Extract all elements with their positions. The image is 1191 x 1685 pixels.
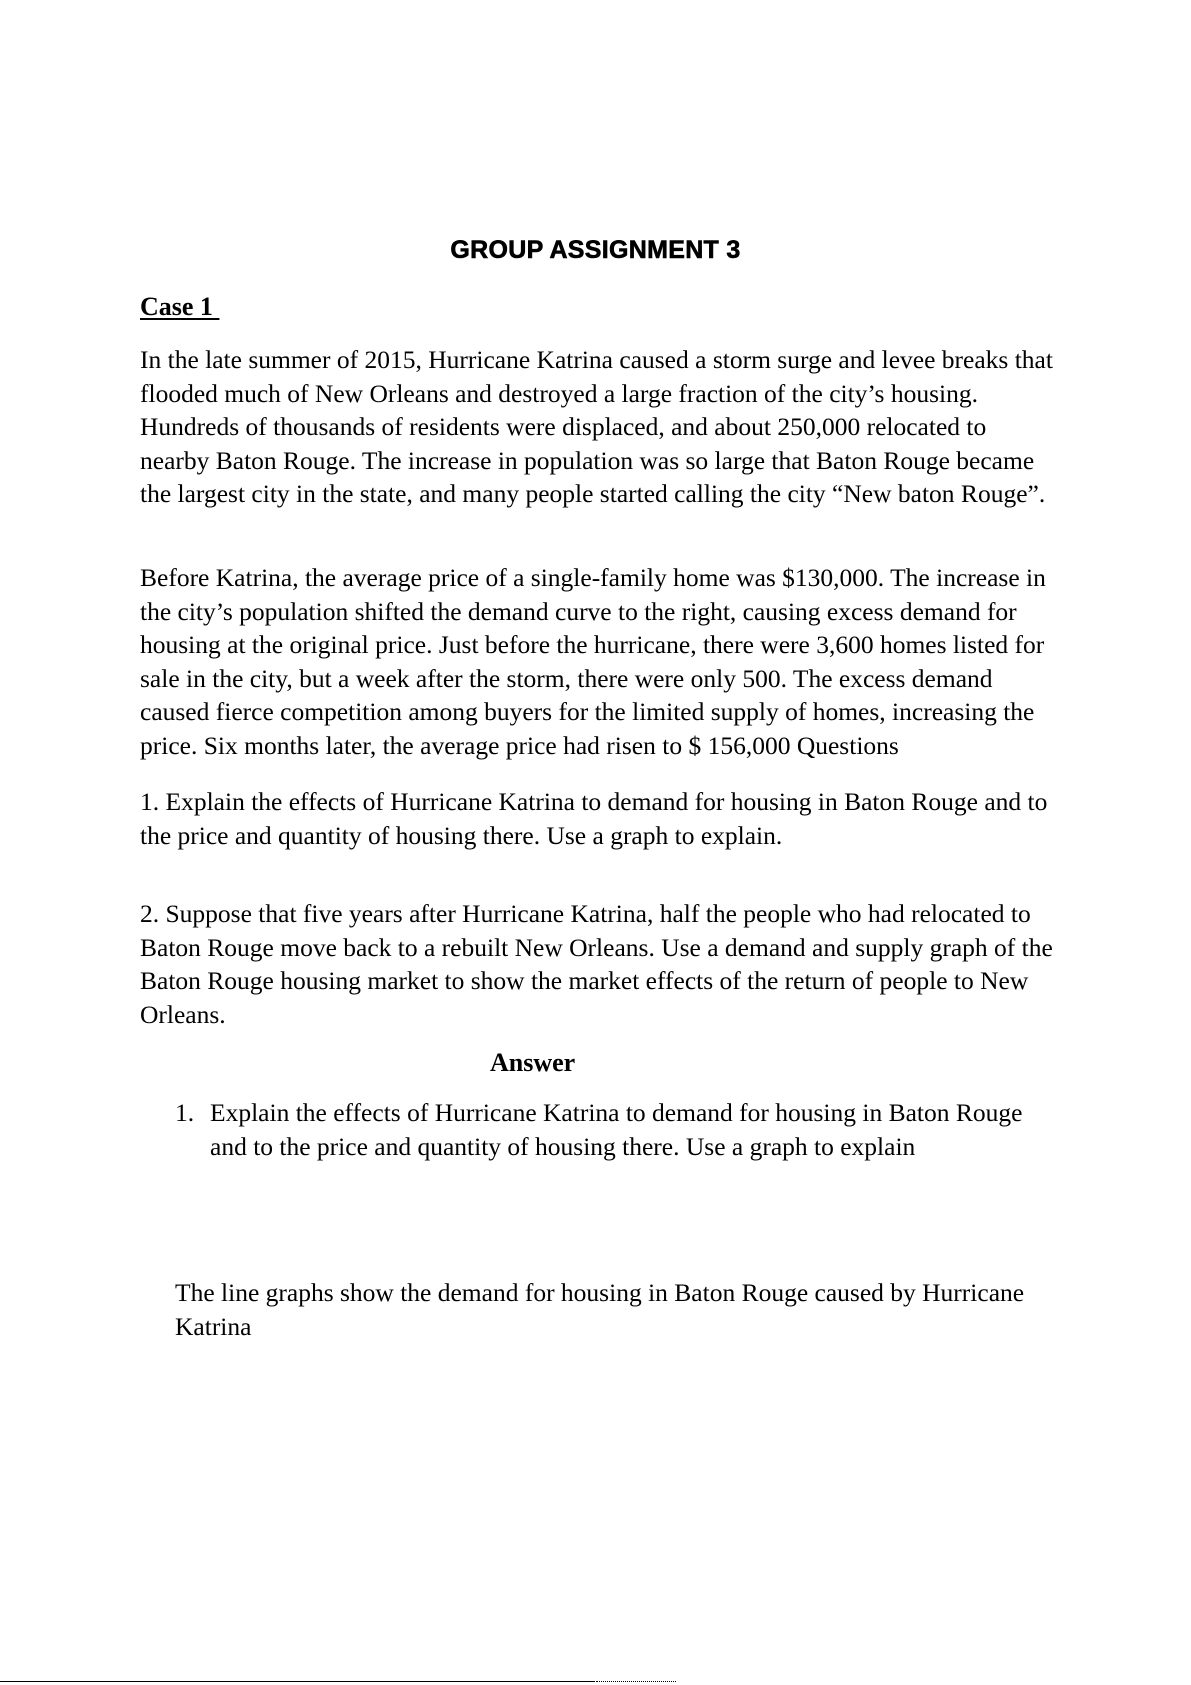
- answer-heading: Answer: [490, 1048, 576, 1077]
- case-heading: Case 1: [140, 292, 220, 321]
- page-title: GROUP ASSIGNMENT 3: [450, 236, 741, 264]
- answer-item-number: 1.: [175, 1098, 195, 1127]
- footer-rule: [0, 1681, 595, 1682]
- case-paragraph-intro: In the late summer of 2015, Hurricane Katrina caused a storm surge and levee breaks that flooded much of New Orleans and destroyed a large fraction of the city’s housing. Hundreds of thousands of residents were displaced, and about 250,000 relocated to nearby Baton Rouge. The increase in population was so large that Baton Rouge became the largest city in the state, and many people started calling the city “New baton Rouge”.: [140, 345, 1053, 508]
- case-paragraph-prices: Before Katrina, the average price of a single-family home was $130,000. The increase in the city’s population shifted the demand curve to the right, causing excess demand for housing at the original price. Just before the hurricane, there were 3,600 homes listed for sale in the city, but a week after the storm, there were only 500. The excess demand caused fierce competition among buyers for the limited supply of homes, increasing the price. Six months later, the average price had risen to $ 156,000 Questions: [140, 563, 1046, 760]
- answer-list: [175, 1096, 1055, 1164]
- graph-caption: The line graphs show the demand for housing in Baton Rouge caused by Hurricane Katrina: [175, 1278, 1025, 1341]
- answer-item: [175, 1096, 1055, 1164]
- footer-rule-dotted: [596, 1681, 676, 1682]
- answer-item-text: Explain the effects of Hurricane Katrina to demand for housing in Baton Rouge and to the price and quantity of housing there. Use a graph to explain: [210, 1098, 1023, 1161]
- question-1: 1. Explain the effects of Hurricane Katrina to demand for housing in Baton Rouge and to the price and quantity of housing there. Use a graph to explain.: [140, 787, 1048, 850]
- question-2: 2. Suppose that five years after Hurricane Katrina, half the people who had relocated to Baton Rouge move back to a rebuilt New Orleans. Use a demand and supply graph of the Baton Rouge housing market to show the market effects of the return of people to New Orleans.: [140, 899, 1053, 1029]
